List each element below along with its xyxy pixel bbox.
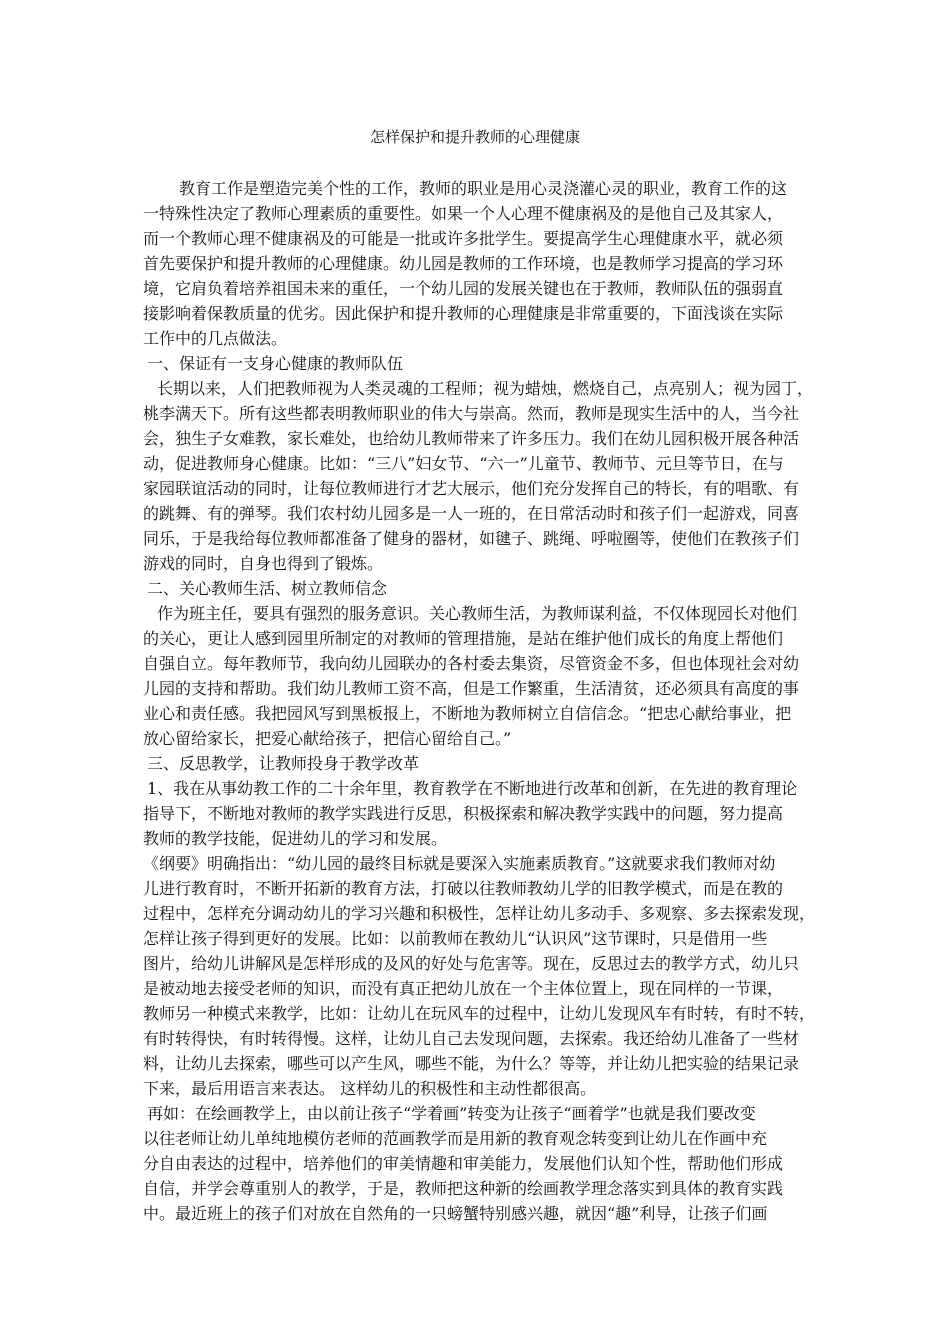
paragraph-line: 的跳舞、有的弹琴。我们农村幼儿园多是一人一班的，在日常活动时和孩子们一起游戏，同喜 xyxy=(143,504,800,523)
paragraph-line: 一特殊性决定了教师心理素质的重要性。如果一个人心理不健康祸及的是他自己及其家人， xyxy=(143,204,784,223)
paragraph-line: 以往老师让幼儿单纯地模仿老师的范画教学而是用新的教育观念转变到让幼儿在作画中充 xyxy=(143,1129,768,1148)
paragraph-line: 作为班主任，要具有强烈的服务意识。关心教师生活，为教师谋利益，不仅体现园长对他们 xyxy=(157,604,798,623)
paragraph-line: 同乐，于是我给每位教师都准备了健身的器材，如毽子、跳绳、呼啦圈等，使他们在教孩子们 xyxy=(143,529,800,548)
paragraph-line: 游戏的同时，自身也得到了锻炼。 xyxy=(143,554,384,573)
section-heading: 二、关心教师生活、树立教师信念 xyxy=(147,579,388,598)
paragraph-line: 图片，给幼儿讲解风是怎样形成的及风的好处与危害等。现在，反思过去的教学方式，幼儿只 xyxy=(143,954,800,973)
paragraph-line: 指导下，不断地对教师的教学实践进行反思，积极探索和解决教学实践中的问题，努力提高 xyxy=(143,804,784,823)
paragraph-line: 接影响着保教质量的优劣。因此保护和提升教师的心理健康是非常重要的，下面浅谈在实际 xyxy=(143,304,784,323)
paragraph-line: 而一个教师心理不健康祸及的可能是一批或许多批学生。要提高学生心理健康水平，就必须 xyxy=(143,229,784,248)
paragraph-line: 中。最近班上的孩子们对放在自然角的一只螃蟹特别感兴趣，就因“趣”利导，让孩子们画 xyxy=(143,1204,768,1223)
section-heading: 三、反思教学，让教师投身于教学改革 xyxy=(147,754,420,773)
paragraph-line: 会，独生子女难教，家长难处，也给幼儿教师带来了许多压力。我们在幼儿园积极开展各种活 xyxy=(143,429,800,448)
paragraph-line: 工作中的几点做法。 xyxy=(143,329,288,348)
paragraph-line: 儿园的支持和帮助。我们幼儿教师工资不高，但是工作繁重，生活清贫，还必须具有高度的事 xyxy=(143,679,800,698)
paragraph-line: 业心和责任感。我把园风写到黑板报上，不断地为教师树立自信信念。“把忠心献给事业，把 xyxy=(143,704,792,723)
paragraph-line: 长期以来，人们把教师视为人类灵魂的工程师；视为蜡烛，燃烧自己，点亮别人；视为园丁， xyxy=(157,379,814,398)
paragraph-line: 分自由表达的过程中，培养他们的审美情趣和审美能力，发展他们认知个性，帮助他们形成 xyxy=(143,1154,784,1173)
paragraph-line: 教师另一种模式来教学，比如：让幼儿在玩风车的过程中，让幼儿发现风车有时转，有时不转， xyxy=(143,1004,815,1023)
paragraph-line: 首先要保护和提升教师的心理健康。幼儿园是教师的工作环境，也是教师学习提高的学习环 xyxy=(143,254,784,273)
paragraph-line: 1、我在从事幼教工作的二十余年里，教育教学在不断地进行改革和创新，在先进的教育理论 xyxy=(147,779,798,798)
paragraph-line: 再如：在绘画教学上，由以前让孩子“学着画”转变为让孩子“画着学”也就是我们要改变 xyxy=(147,1104,756,1123)
paragraph-line: 怎样让孩子得到更好的发展。比如：以前教师在教幼儿“认识风”这节课时，只是借用一些 xyxy=(143,929,768,948)
paragraph-line: 自强自立。每年教师节，我向幼儿园联办的各村委去集资，尽管资金不多，但也体现社会对幼 xyxy=(143,654,800,673)
paragraph-line: 教育工作是塑造完美个性的工作，教师的职业是用心灵浇灌心灵的职业，教育工作的这 xyxy=(179,179,788,198)
paragraph-line: 放心留给家长，把爱心献给孩子，把信心留给自己。” xyxy=(143,729,512,748)
paragraph-line: 自信，并学会尊重别人的教学，于是，教师把这种新的绘画教学理念落实到具体的教育实践 xyxy=(143,1179,784,1198)
paragraph-line: 动，促进教师身心健康。比如：“三八”妇女节、“六一”儿童节、教师节、元旦等节日，在与 xyxy=(143,454,784,473)
paragraph-line: 是被动地去接受老师的知识，而没有真正把幼儿放在一个主体位置上，现在同样的一节课， xyxy=(143,979,784,998)
section-heading: 一、保证有一支身心健康的教师队伍 xyxy=(147,354,404,373)
paragraph-line: 境，它肩负着培养祖国未来的重任，一个幼儿园的发展关键也在于教师，教师队伍的强弱直 xyxy=(143,279,784,298)
document-title: 怎样保护和提升教师的心理健康 xyxy=(369,128,580,146)
paragraph-line: 过程中，怎样充分调动幼儿的学习兴趣和积极性，怎样让幼儿多动手、多观察、多去探索发现， xyxy=(143,904,815,923)
paragraph-line: 桃李满天下。所有这些都表明教师职业的伟大与崇高。然而，教师是现实生活中的人，当今社 xyxy=(143,404,800,423)
paragraph-line: 的关心，更让人感到园里所制定的对教师的管理措施，是站在维护他们成长的角度上帮他们 xyxy=(143,629,784,648)
paragraph-line: 家园联谊活动的同时，让每位教师进行才艺大展示，他们充分发挥自己的特长，有的唱歌、有 xyxy=(143,479,800,498)
paragraph-line: 料，让幼儿去探索，哪些可以产生风，哪些不能，为什么？等等，并让幼儿把实验的结果记录 xyxy=(143,1054,800,1073)
paragraph-line: 儿进行教育时，不断开拓新的教育方法，打破以往教师教幼儿学的旧教学模式，而是在教的 xyxy=(143,879,784,898)
paragraph-line: 有时转得快，有时转得慢。这样，让幼儿自己去发现问题，去探索。我还给幼儿准备了一些材 xyxy=(143,1029,800,1048)
paragraph-line: 《纲要》明确指出：“幼儿园的最终目标就是要深入实施素质教育。”这就要求我们教师对幼 xyxy=(143,854,776,873)
paragraph-line: 下来，最后用语言来表达。 这样幼儿的积极性和主动性都很高。 xyxy=(143,1079,597,1098)
paragraph-line: 教师的教学技能，促进幼儿的学习和发展。 xyxy=(143,829,448,848)
document-body xyxy=(143,176,815,1226)
